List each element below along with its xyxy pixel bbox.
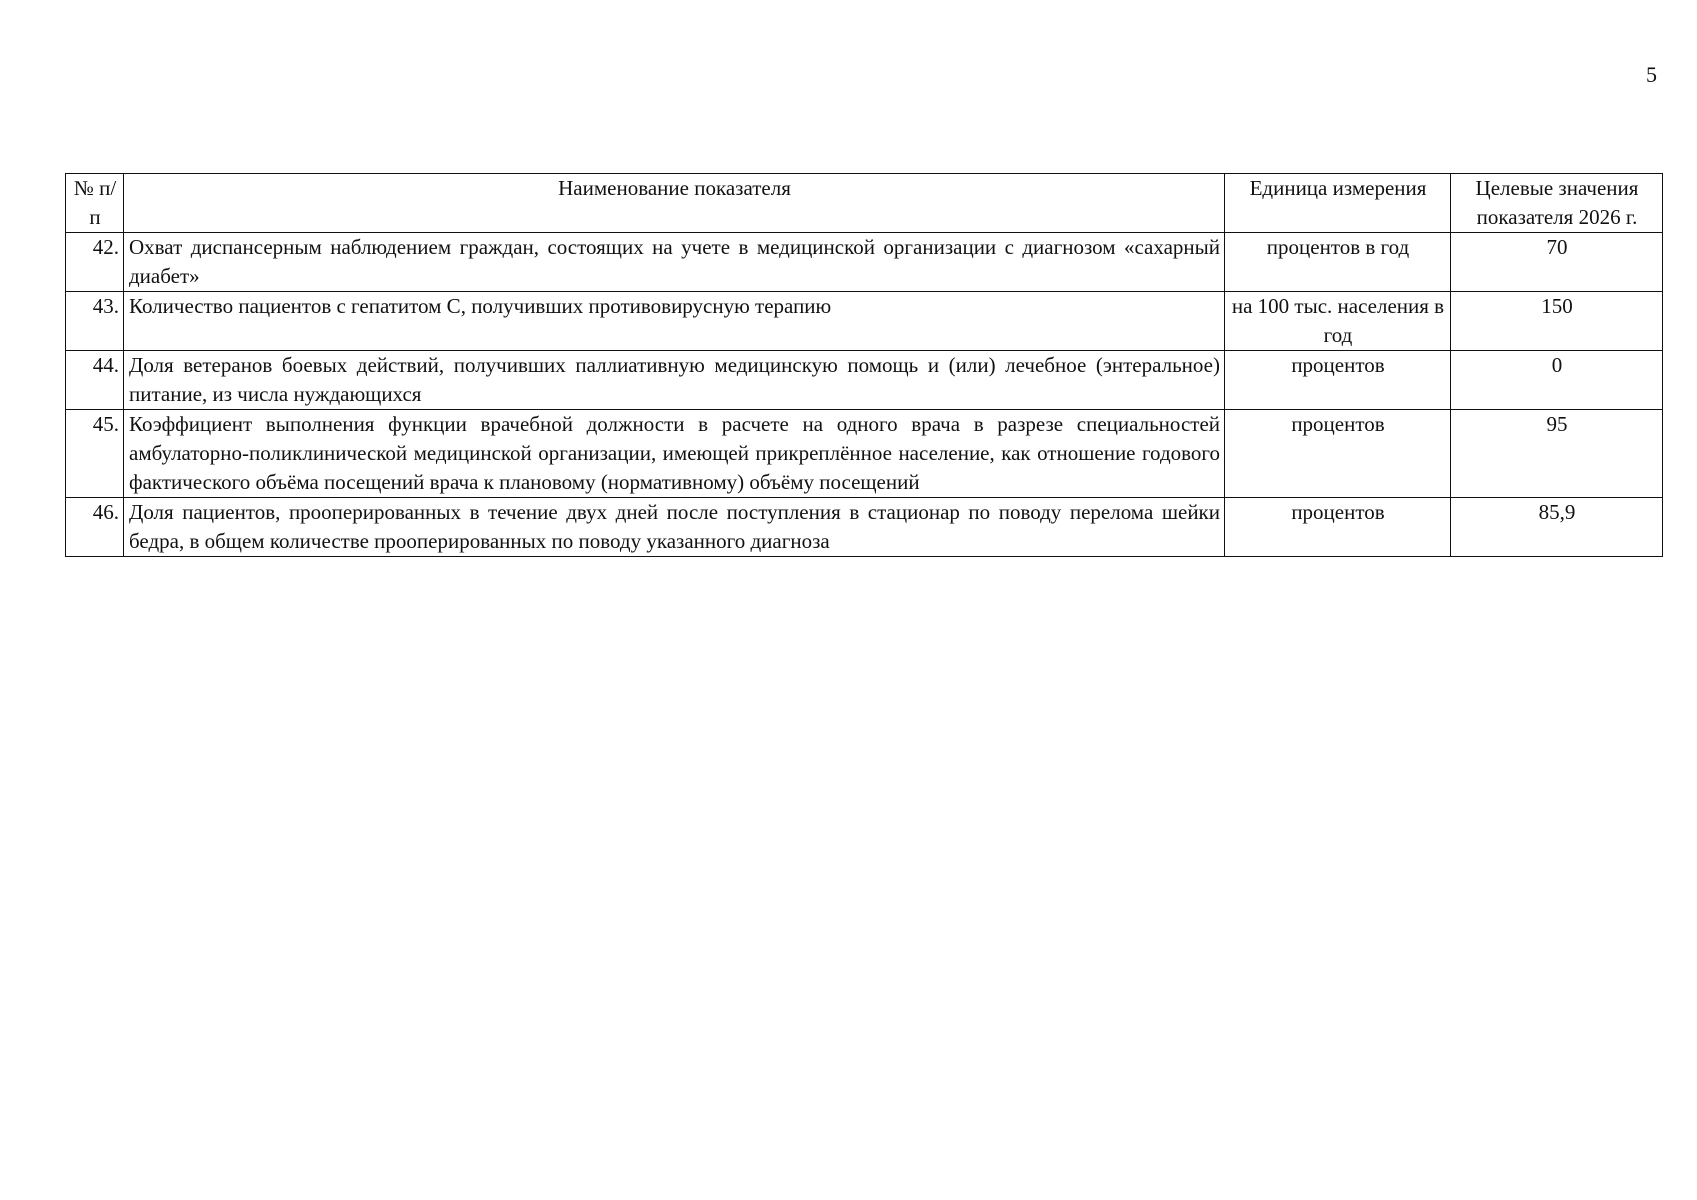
indicator-name: Количество пациентов с гепатитом С, получивших противовирусную терапию <box>124 292 1225 351</box>
indicators-table <box>65 173 1663 557</box>
target-value: 150 <box>1451 292 1663 351</box>
target-value: 95 <box>1451 410 1663 498</box>
table-row <box>66 292 1663 351</box>
indicator-name: Доля пациентов, прооперированных в течение двух дней после поступления в стационар по поводу перелома шейки бедра, в общем количестве прооперированных по поводу указанного диагноза <box>124 498 1225 557</box>
header-target: Целевые значения показателя 2026 г. <box>1451 174 1663 233</box>
row-number: 46. <box>66 498 124 557</box>
unit-of-measure: процентов <box>1225 498 1451 557</box>
header-num: № п/п <box>66 174 124 233</box>
unit-of-measure: на 100 тыс. населения в год <box>1225 292 1451 351</box>
unit-of-measure: процентов <box>1225 410 1451 498</box>
table-header-row <box>66 174 1663 233</box>
table-row <box>66 233 1663 292</box>
target-value: 0 <box>1451 351 1663 410</box>
table-row <box>66 498 1663 557</box>
row-number: 42. <box>66 233 124 292</box>
table-row <box>66 351 1663 410</box>
page-number: 5 <box>1646 62 1657 87</box>
unit-of-measure: процентов <box>1225 351 1451 410</box>
indicator-name: Охват диспансерным наблюдением граждан, состоящих на учете в медицинской организации с диагнозом «сахарный диабет» <box>124 233 1225 292</box>
table-row <box>66 410 1663 498</box>
target-value: 70 <box>1451 233 1663 292</box>
header-name: Наименование показателя <box>124 174 1225 233</box>
row-number: 45. <box>66 410 124 498</box>
row-number: 43. <box>66 292 124 351</box>
header-unit: Единица измерения <box>1225 174 1451 233</box>
row-number: 44. <box>66 351 124 410</box>
unit-of-measure: процентов в год <box>1225 233 1451 292</box>
target-value: 85,9 <box>1451 498 1663 557</box>
indicator-name: Доля ветеранов боевых действий, получивших паллиативную медицинскую помощь и (или) лечебное (энтеральное) питание, из числа нуждающихся <box>124 351 1225 410</box>
indicator-name: Коэффициент выполнения функции врачебной должности в расчете на одного врача в разрезе специальностей амбулаторно-поликлинической медицинской организации, имеющей прикреплённое население, как отношение годового фактического объёма посещений врача к плановому (нормативному) объёму посещений <box>124 410 1225 498</box>
